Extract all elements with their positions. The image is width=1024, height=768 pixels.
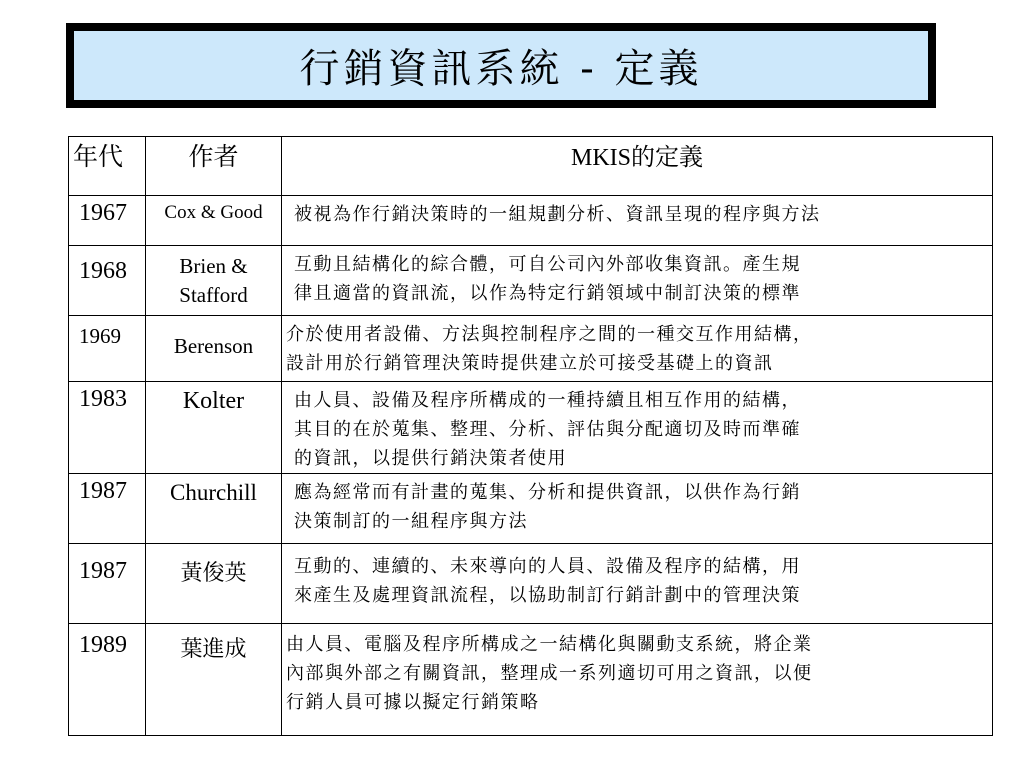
definition-cell: 互動且結構化的綜合體，可自公司內外部收集資訊。產生規 律且適當的資訊流，以作為特定行銷領域中制訂決策的標準 <box>282 246 993 316</box>
definition-cell: 互動的、連續的、未來導向的人員、設備及程序的結構，用 來產生及處理資訊流程，以協助制訂行銷計劃中的管理決策 <box>282 544 993 624</box>
table-row <box>69 474 993 544</box>
author-cell: Cox & Good <box>146 196 282 246</box>
author-cell: 葉進成 <box>146 624 282 736</box>
table-row <box>69 196 993 246</box>
author-cell: Churchill <box>146 474 282 544</box>
table-header-row <box>69 137 993 196</box>
definitions-table <box>68 136 993 736</box>
year-cell: 1989 <box>69 624 146 736</box>
year-cell: 1967 <box>69 196 146 246</box>
title-frame <box>66 23 936 108</box>
table-row <box>69 544 993 624</box>
definition-cell: 由人員、電腦及程序所構成之一結構化與關動支系統，將企業 內部與外部之有關資訊，整理成一系列適切可用之資訊，以便 行銷人員可據以擬定行銷策略 <box>282 624 993 736</box>
year-cell: 1969 <box>69 316 146 382</box>
definition-cell: 被視為作行銷決策時的一組規劃分析、資訊呈現的程序與方法 <box>282 196 993 246</box>
author-cell: Kolter <box>146 382 282 474</box>
definition-cell: 由人員、設備及程序所構成的一種持續且相互作用的結構， 其目的在於蒐集、整理、分析、評估與分配適切及時而準確 的資訊，以提供行銷決策者使用 <box>282 382 993 474</box>
year-cell: 1968 <box>69 246 146 316</box>
header-year: 年代 <box>69 137 146 196</box>
author-cell: 黃俊英 <box>146 544 282 624</box>
table-row <box>69 382 993 474</box>
definition-cell: 介於使用者設備、方法與控制程序之間的一種交互作用結構， 設計用於行銷管理決策時提供建立於可接受基礎上的資訊 <box>282 316 993 382</box>
author-cell: Berenson <box>146 316 282 382</box>
year-cell: 1987 <box>69 544 146 624</box>
page-title: 行銷資訊系統 - 定義 <box>299 46 703 92</box>
author-cell: Brien & Stafford <box>146 246 282 316</box>
header-definition: MKIS的定義 <box>282 137 993 196</box>
table-row <box>69 246 993 316</box>
year-cell: 1987 <box>69 474 146 544</box>
definition-cell: 應為經常而有計畫的蒐集、分析和提供資訊，以供作為行銷 決策制訂的一組程序與方法 <box>282 474 993 544</box>
table-row <box>69 316 993 382</box>
title-panel <box>73 30 929 101</box>
table-row <box>69 624 993 736</box>
year-cell: 1983 <box>69 382 146 474</box>
header-author: 作者 <box>146 137 282 196</box>
